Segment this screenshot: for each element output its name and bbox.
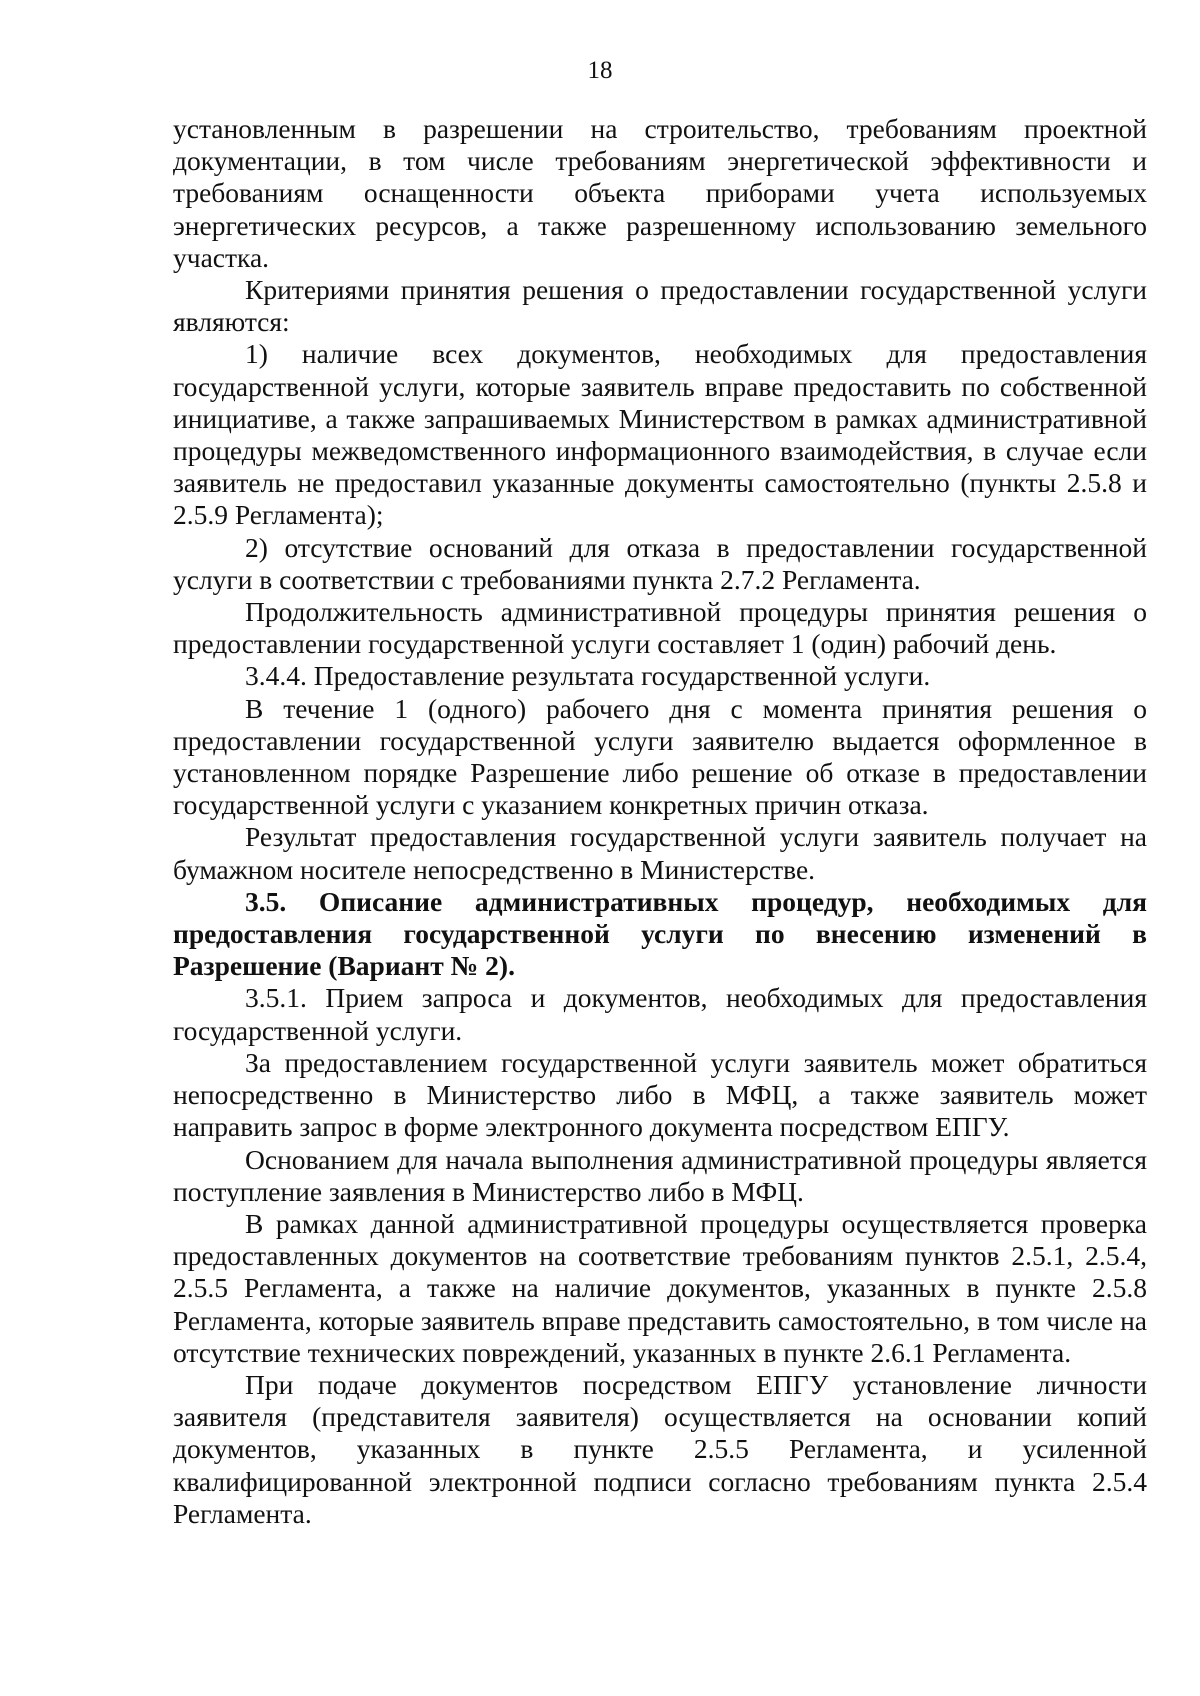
- paragraph-continuation: установленным в разрешении на строительство, требованиям проектной документации, в том числе требованиям энергетической эффективности и требованиям оснащенности объекта приборами учета используемых энергетических ресурсов, а также разрешенному использованию земельного участка.: [173, 113, 1147, 273]
- paragraph-criterion-1: 1) наличие всех документов, необходимых для предоставления государственной услуги, которые заявитель вправе предоставить по собственной инициативе, а также запрашиваемых Министерством в рамках административной процедуры межведомственного информационного взаимодействия, в случае если заявитель не предоставил указанные документы самостоятельно (пункты 2.5.8 и 2.5.9 Регламента);: [173, 338, 1147, 531]
- paragraph-criterion-2: 2) отсутствие оснований для отказа в предоставлении государственной услуги в соответствии с требованиями пункта 2.7.2 Регламента.: [173, 531, 1147, 595]
- paragraph-criteria-intro: Критериями принятия решения о предоставлении государственной услуги являются:: [173, 274, 1147, 338]
- section-heading-3-5: 3.5. Описание административных процедур, необходимых для предоставления государственной услуги по внесению изменений в Разрешение (Вариант № 2).: [173, 885, 1147, 982]
- paragraph-result-issuance: В течение 1 (одного) рабочего дня с момента принятия решения о предоставлении государственной услуги заявителю выдается оформленное в установленном порядке Разрешение либо решение об отказе в предоставлении государственной услуги с указанием конкретных причин отказа.: [173, 692, 1147, 821]
- paragraph-request-channels: За предоставлением государственной услуги заявитель может обратиться непосредственно в Министерство либо в МФЦ, а также заявитель может направить запрос в форме электронного документа посредством ЕПГУ.: [173, 1046, 1147, 1143]
- paragraph-duration: Продолжительность административной процедуры принятия решения о предоставлении государственной услуги составляет 1 (один) рабочий день.: [173, 596, 1147, 660]
- paragraph-result-paper: Результат предоставления государственной услуги заявитель получает на бумажном носителе непосредственно в Министерстве.: [173, 821, 1147, 885]
- page-number: 18: [587, 57, 613, 84]
- paragraph-document-check: В рамках данной административной процедуры осуществляется проверка предоставленных документов на соответствие требованиям пунктов 2.5.1, 2.5.4, 2.5.5 Регламента, а также на наличие документов, указанных в пункте 2.5.8 Регламента, которые заявитель вправе представить самостоятельно, в том числе на отсутствие технических повреждений, указанных в пункте 2.6.1 Регламента.: [173, 1207, 1147, 1368]
- paragraph-identity-verification: При подаче документов посредством ЕПГУ установление личности заявителя (представителя заявителя) осуществляется на основании копий документов, указанных в пункте 2.5.5 Регламента, и усиленной квалифицированной электронной подписи согласно требованиям пункта 2.5.4 Регламента.: [173, 1368, 1147, 1529]
- paragraph-section-3-5-1: 3.5.1. Прием запроса и документов, необходимых для предоставления государственной услуги.: [173, 982, 1147, 1046]
- paragraph-section-3-4-4: 3.4.4. Предоставление результата государственной услуги.: [245, 660, 931, 692]
- document-body: [173, 113, 1147, 1530]
- paragraph-procedure-basis: Основанием для начала выполнения административной процедуры является поступление заявления в Министерство либо в МФЦ.: [173, 1143, 1147, 1207]
